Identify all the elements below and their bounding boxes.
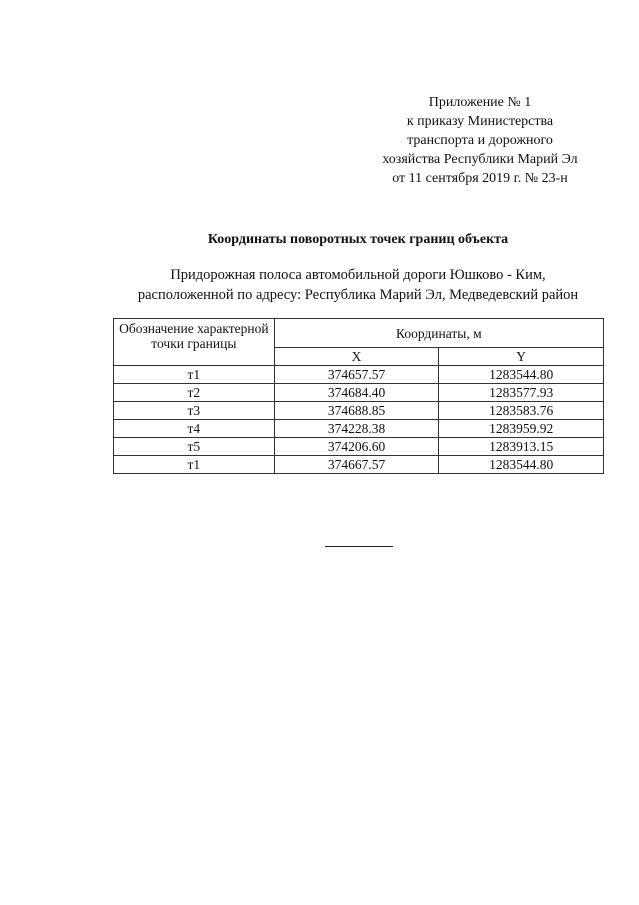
document-title: Координаты поворотных точек границ объекта: [207, 232, 509, 247]
x-cell: 374667.57: [274, 456, 439, 474]
table-row: [114, 420, 604, 438]
document-subtitle: [0, 265, 639, 305]
x-cell: 374206.60: [274, 438, 439, 456]
point-cell: т5: [114, 438, 275, 456]
y-cell: 1283577.93: [439, 384, 604, 402]
appendix-line: к приказу Министерства: [406, 114, 554, 129]
y-cell: 1283913.15: [439, 438, 604, 456]
x-cell: 374688.85: [274, 402, 439, 420]
x-cell: 374228.38: [274, 420, 439, 438]
y-cell: 1283583.76: [439, 402, 604, 420]
appendix-line: транспорта и дорожного: [407, 133, 553, 148]
subtitle-line: Придорожная полоса автомобильной дороги Юшково - Ким,: [170, 267, 546, 283]
table-row: [114, 402, 604, 420]
x-cell: 374684.40: [274, 384, 439, 402]
point-name-header: Обозначение характерной точки границы: [114, 319, 275, 366]
coordinates-header: Координаты, м: [274, 319, 603, 348]
point-cell: т2: [114, 384, 275, 402]
table-row: [114, 366, 604, 384]
y-cell: 1283959.92: [439, 420, 604, 438]
table-row: [114, 456, 604, 474]
table-row: [114, 438, 604, 456]
point-cell: т3: [114, 402, 275, 420]
signature-line: [325, 546, 393, 547]
appendix-block: [360, 93, 600, 188]
point-cell: т1: [114, 366, 275, 384]
table-header-row: [114, 319, 604, 348]
coordinates-table: [113, 318, 604, 474]
y-cell: 1283544.80: [439, 456, 604, 474]
y-cell: 1283544.80: [439, 366, 604, 384]
appendix-line: хозяйства Республики Марий Эл: [382, 152, 578, 167]
point-cell: т1: [114, 456, 275, 474]
x-header: X: [274, 348, 439, 366]
table-row: [114, 384, 604, 402]
point-cell: т4: [114, 420, 275, 438]
appendix-line: Приложение № 1: [428, 95, 532, 110]
subtitle-line: расположенной по адресу: Республика Марий Эл, Медведевский район: [137, 287, 579, 303]
x-cell: 374657.57: [274, 366, 439, 384]
appendix-line: от 11 сентября 2019 г. № 23-н: [392, 171, 568, 186]
y-header: Y: [439, 348, 604, 366]
